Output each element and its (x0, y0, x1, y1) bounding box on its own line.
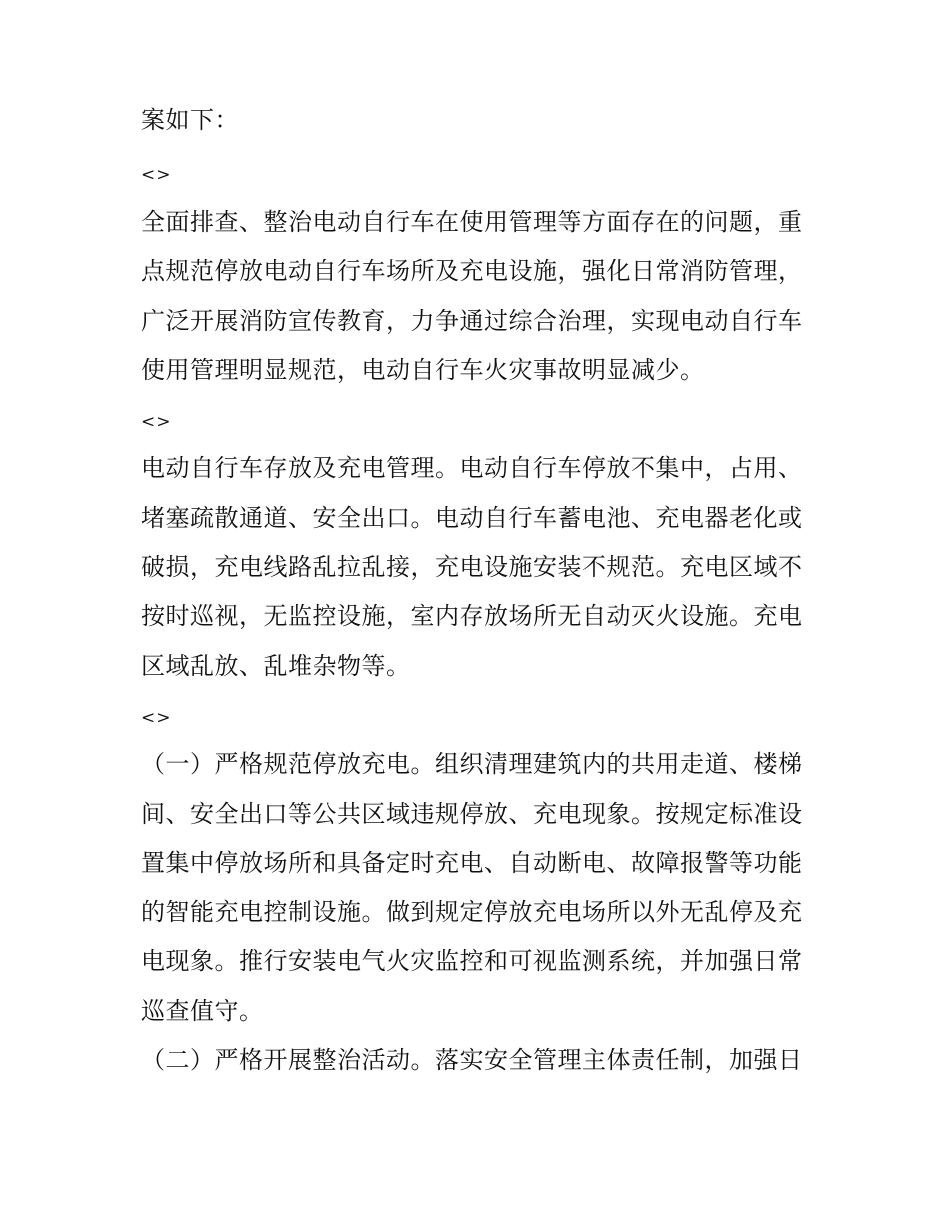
text-line: 置集中停放场所和具备定时充电、自动断电、故障报警等功能 (141, 849, 803, 877)
text-line: 间、安全出口等公共区域违规停放、充电现象。按规定标准设 (141, 800, 803, 828)
text-line: （一）严格规范停放充电。组织清理建筑内的共用走道、楼梯 (141, 750, 803, 778)
text-line: 全面排查、整治电动自行车在使用管理等方面存在的问题，重 (141, 208, 803, 236)
section-marker: <> (141, 165, 172, 185)
text-line: 广泛开展消防宣传教育，力争通过综合治理，实现电动自行车 (141, 307, 803, 335)
text-line: 电动自行车存放及充电管理。电动自行车停放不集中，占用、 (141, 454, 803, 482)
text-line: 破损，充电线路乱拉乱接，充电设施安装不规范。充电区域不 (141, 553, 803, 581)
text-line: 按时巡视，无监控设施，室内存放场所无自动灭火设施。充电 (141, 602, 803, 630)
text-line: 点规范停放电动自行车场所及充电设施，强化日常消防管理， (141, 257, 803, 285)
text-line: 区域乱放、乱堆杂物等。 (141, 652, 411, 680)
text-line: （二）严格开展整治活动。落实安全管理主体责任制，加强日 (141, 1046, 803, 1074)
section-marker: <> (141, 412, 172, 432)
text-line: 电现象。推行安装电气火灾监控和可视监测系统，并加强日常 (141, 947, 803, 975)
text-line: 使用管理明显规范，电动自行车火灾事故明显减少。 (141, 356, 705, 384)
section-marker: <> (141, 708, 172, 728)
text-line: 堵塞疏散通道、安全出口。电动自行车蓄电池、充电器老化或 (141, 504, 803, 532)
text-line: 巡查值守。 (141, 997, 264, 1025)
text-line: 的智能充电控制设施。做到规定停放充电场所以外无乱停及充 (141, 898, 803, 926)
text-line: 案如下： (141, 106, 239, 134)
